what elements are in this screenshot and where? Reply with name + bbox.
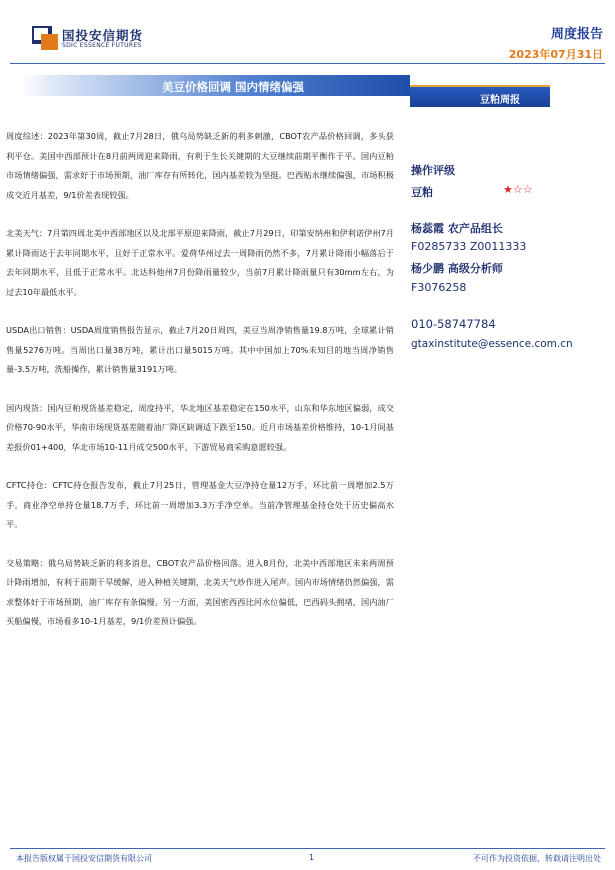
para-weekly-summary: 周度综述：2023年第30周，截止7月28日，俄乌局势缺乏新的利多刺激，CBOT农产品价格回调，多头获利平仓。美国中西部预计在8月前两周迎来降雨，有利于生长关键期的大豆继续前期平衡作于平。国内豆粕市场情绪偏强，需求好于市场预期，油厂库存有所转化，国内基差较为坚挺。巴西贴水继续偏强，市场积极成交近月基差，9/1价差表现较强。 — [6, 131, 394, 200]
para-north-america-weather: 北美天气：7月第四周北美中西部地区以及北部平原迎来降雨，截止7月29日，印第安纳州和伊利诺伊州7月累计降雨达于去年同期水平，且好于正常水平。爱荷华州过去一周降雨仍然不多，7月累计降雨小幅落后于去年同期水平，且低于正常水平。北达科他州7月份降雨量较少，当前7月累计降雨量只有30mm左右，为过去10年最低水平。 — [6, 228, 394, 297]
footer-disclaimer: 不可作为投资依据，转载请注明出处 — [473, 854, 601, 863]
star-filled-icon: ★ — [503, 183, 513, 196]
rating-row — [411, 184, 571, 200]
footer-divider — [10, 848, 605, 849]
analyst-2: 杨少鹏 高级分析师 — [411, 262, 503, 275]
analyst-2-code: F3076258 — [411, 281, 467, 294]
rating-stars — [503, 183, 533, 196]
contact-phone: 010-58747784 — [411, 317, 496, 331]
report-body — [6, 127, 394, 651]
rating-item: 豆粕 — [411, 186, 433, 199]
para-cftc-positions: CFTC持仓：CFTC持仓报告发布，截止7月25日，管理基金大豆净持仓量12万手，环比前一周增加2.5万手。商业净空单持仓量18.7万手，环比前一周增加3.3万手净空单。当前净管理基金持仓处于历史偏高水平。 — [6, 480, 394, 529]
page-number: 1 — [309, 853, 315, 862]
contact-email[interactable]: gtaxinstitute@essence.com.cn — [411, 338, 573, 350]
analyst-1: 杨蕊霞 农产品组长 — [411, 222, 503, 235]
brand-name-en: SDIC ESSENCE FUTURES — [62, 42, 142, 49]
brand-name-cn: 国投安信期货 — [62, 28, 144, 43]
star-empty-icon: ☆☆ — [512, 183, 533, 196]
footer-copyright: 本报告版权属于国投安信期货有限公司 — [16, 854, 152, 863]
rating-title: 操作评级 — [411, 164, 455, 177]
para-usda-export-sales: USDA出口销售：USDA周度销售报告显示，截止7月20日周四，美豆当周净销售量19.8万吨，全球累计销售量5276万吨。当周出口量38万吨，累计出口量5015万吨。其中中国加上70%未知目的地当周净销售量-3.5万吨，洗船操作，累计销售量3191万吨。 — [6, 325, 394, 374]
report-date: 2023年07月31日 — [508, 48, 603, 61]
para-domestic-spot: 国内现货：国内豆粕现货基差稳定，周度持平，华北地区基差稳定在150水平，山东和华东地区偏弱，成交价格70-90水平，华南市场现货基差随着油厂降区缺调适下跌至150。近月市场基差价格维持，10-1月间基差报价01+400，华北市场10-11月成交500水平，下游贸易商采购意愿较强。 — [6, 402, 394, 452]
brand-mark-icon — [32, 26, 58, 50]
section-tab-label: 豆粕周报 — [480, 95, 520, 106]
para-trading-strategy: 交易策略：俄乌局势缺乏新的利多消息，CBOT农产品价格回落。进入8月份，北美中西部地区未来两周预计降雨增加，有利于前期干旱缓解，进入种植关键期，北美天气炒作进入尾声。国内市场情绪仍然偏强，需求整体好于市场预期，油厂库存有条偏慢。另一方面，美国密西西比河水位偏低，巴西码头拥堵，国内油厂买船偏慢，市场看多10-1月基差，9/1价差预计偏强。 — [6, 557, 394, 626]
report-title: 美豆价格回调 国内情绪偏强 — [162, 80, 305, 94]
analyst-1-codes: F0285733 Z0011333 — [411, 240, 527, 253]
header-divider — [10, 63, 605, 64]
brand-logo — [32, 24, 202, 56]
report-type: 周度报告 — [550, 27, 603, 42]
